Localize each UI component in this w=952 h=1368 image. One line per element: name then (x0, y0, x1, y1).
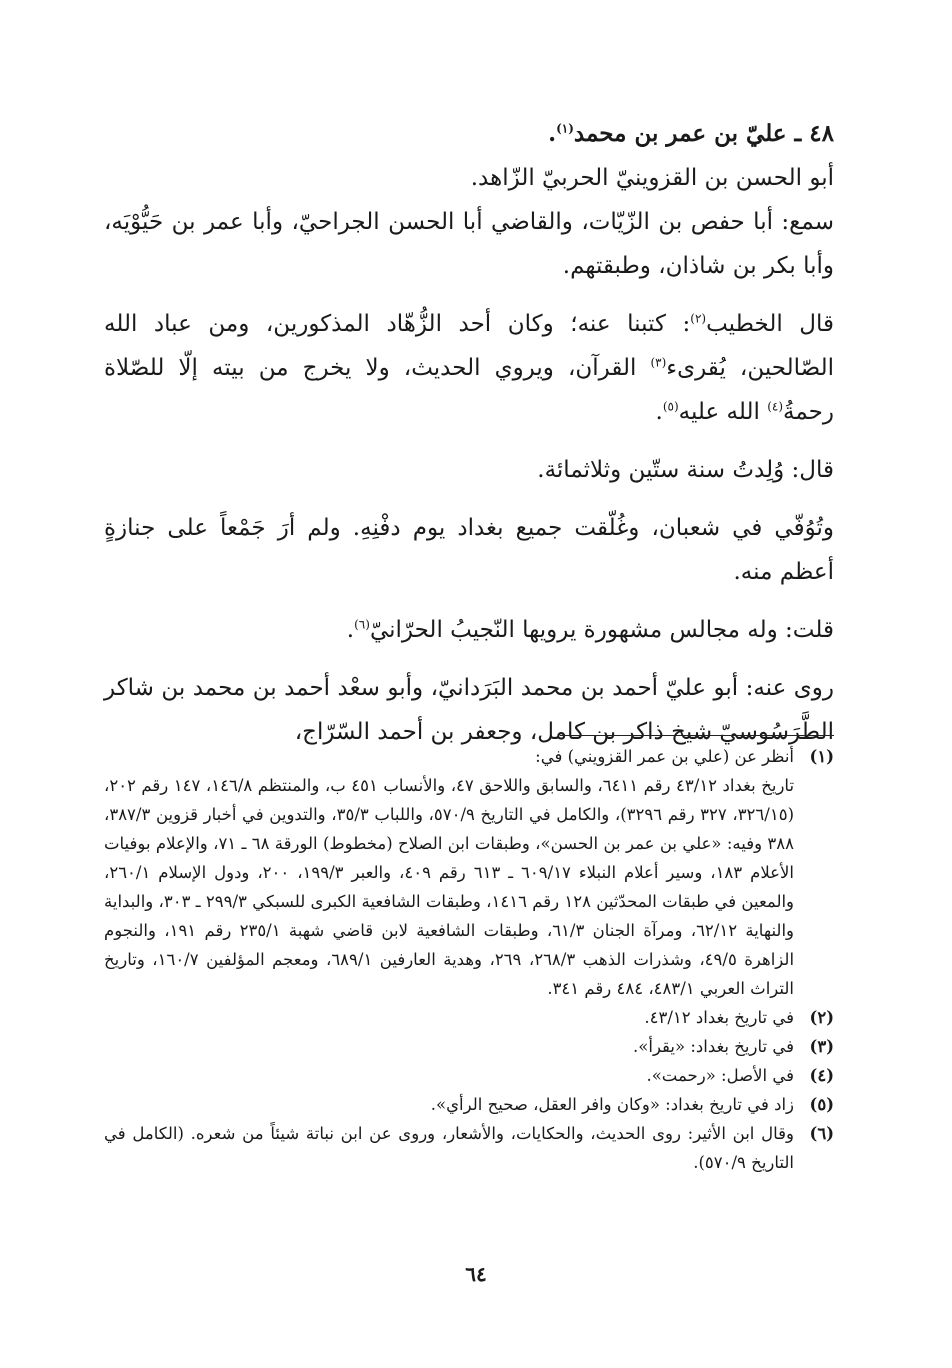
footnote-text: في تاريخ بغداد: «يقرأ». (633, 1037, 794, 1056)
text-span: قال الخطيب (706, 311, 834, 337)
footnote-body (104, 1032, 794, 1061)
footnote-ref: (٥) (662, 399, 679, 414)
footnote-divider (560, 735, 834, 736)
footnote-body (104, 1119, 794, 1177)
footnote-3 (104, 1032, 834, 1061)
footnote-ref: (٦) (354, 617, 370, 632)
entry-heading-text: ٤٨ ـ عليّ بن عمر بن محمد (573, 120, 834, 147)
footnote-body (104, 742, 794, 1003)
footnote-text: في الأصل: «رحمت». (646, 1066, 794, 1085)
footnote-number: (٢) (809, 1008, 834, 1027)
footnote-body (104, 1090, 794, 1119)
footnote-body (104, 1003, 794, 1032)
kunya-line: أبو الحسن بن القزوينيّ الحربيّ الزّاهد. (470, 165, 834, 191)
footnote-number: (١) (809, 747, 834, 766)
footnote-6 (104, 1119, 834, 1177)
khatib-paragraph (104, 302, 834, 434)
punctuation: . (655, 399, 663, 425)
text-span: القرآن، ويروي الحديث، ولا يخرج من بيته إلّا للصّلاة رحمةُ (104, 355, 834, 425)
entry-heading (104, 112, 834, 156)
footnote-ref: (١) (556, 121, 574, 136)
footnote-text: تاريخ بغداد ٤٣/١٢ رقم ٦٤١١، والسابق واللاحق ٤٧، والأنساب ٤٥١ ب، والمنتظم ١٤٦/٨، ١٤٧ رقم ٢٠٢، (٣٢٦/١٥، ٣٢٧ رقم ٣٢٩٦)، والكامل في التاريخ ٥٧٠/٩، واللباب ٣٥/٣، والتدوين في أخبار قزوين ٣٨٧/٣، ٣٨٨ وفيه: «علي بن عمر بن الحسن»، وطبقات ابن الصلاح (مخطوط) الورقة ٦٨ ـ ٧١، والإعلام بوفيات الأعلام ١٨٣، وسير أعلام النبلاء ٦٠٩/١٧ ـ ٦١٣ رقم ٤٠٩، والعبر ١٩٩/٣، ٢٠٠، ودول الإسلام ٢٦٠/١، والمعين في طبقات المحدّثين ١٢٨ رقم ١٤١٦، وطبقات الشافعية الكبرى للسبكي ٢٩٩/٣ ـ ٣٠٣، والبداية والنهاية ٦٢/١٢، ومرآة الجنان ٦١/٣، وطبقات الشافعية لابن قاضي شهبة ٢٣٥/١ رقم ١٩١، والنجوم الزاهرة ٤٩/٥، وشذرات الذهب ٢٦٨/٣، ٢٦٩، وهدية العارفين ٦٨٩/١، ومعجم المؤلفين ١٦٠/٧، وتاريخ التراث العربي ٤٨٣/١، ٤٨٤ رقم ٣٤١. (104, 776, 795, 998)
footnote-number: (٦) (809, 1124, 834, 1143)
footnote-1 (104, 742, 834, 1003)
punctuation: . (548, 120, 557, 147)
footnote-text: وقال ابن الأثير: روى الحديث، والحكايات، والأشعار، وروى عن ابن نباتة شيئاً من شعره. (الكامل في التاريخ ٥٧٠/٩). (104, 1124, 794, 1172)
footnote-ref: (٢) (690, 311, 707, 326)
death-paragraph: وتُوُفّي في شعبان، وغُلّقت جميع بغداد يوم دفْنِهِ. ولم أرَ جَمْعاً على جنازةٍ أعظم منه. (104, 515, 834, 585)
sami-paragraph: سمع: أبا حفص بن الزّيّات، والقاضي أبا الحسن الجراحيّ، وأبا عمر بن حَيُّوْيَه، وأبا بكر بن شاذان، وطبقتهم. (104, 209, 834, 279)
punctuation: . (346, 617, 355, 643)
footnote-2 (104, 1003, 834, 1032)
footnote-ref: (٣) (650, 355, 667, 370)
rawa-paragraph: روى عنه: أبو عليّ أحمد بن محمد البَرَدانيّ، وأبو سعْد أحمد بن محمد بن شاكر الطَّرَسُوسيّ شيخ ذاكر بن كامل، وجعفر بن أحمد السّرّاج، (104, 675, 834, 745)
footnote-5 (104, 1090, 834, 1119)
footnote-4 (104, 1061, 834, 1090)
main-text (104, 112, 834, 754)
footnote-body (104, 1061, 794, 1090)
footnote-number: (٥) (809, 1095, 834, 1114)
footnote-text: في تاريخ بغداد ٤٣/١٢. (644, 1008, 794, 1027)
footnote-number: (٤) (809, 1066, 834, 1085)
footnote-text: زاد في تاريخ بغداد: «وكان وافر العقل، صحيح الرأي». (430, 1095, 794, 1114)
footnote-ref: (٤) (767, 399, 784, 414)
text-span: قلت: وله مجالس مشهورة يرويها النّجيبُ الحرّانيّ (369, 617, 834, 643)
birth-paragraph: قال: وُلِدتُ سنة ستّين وثلاثمائة. (537, 457, 834, 483)
text-span: الله عليه (678, 399, 768, 425)
text-span: : كتبنا عنه؛ وكان أحد الزُّهّاد المذكورين، ومن عباد الله الصّالحين، يُقرىء (104, 311, 834, 381)
qultu-paragraph (104, 608, 834, 652)
page-number: ٦٤ (465, 1262, 487, 1286)
footnotes (104, 742, 834, 1177)
footnote-text: أنظر عن (علي بن عمر القزويني) في: (535, 747, 794, 766)
footnote-number: (٣) (809, 1037, 834, 1056)
